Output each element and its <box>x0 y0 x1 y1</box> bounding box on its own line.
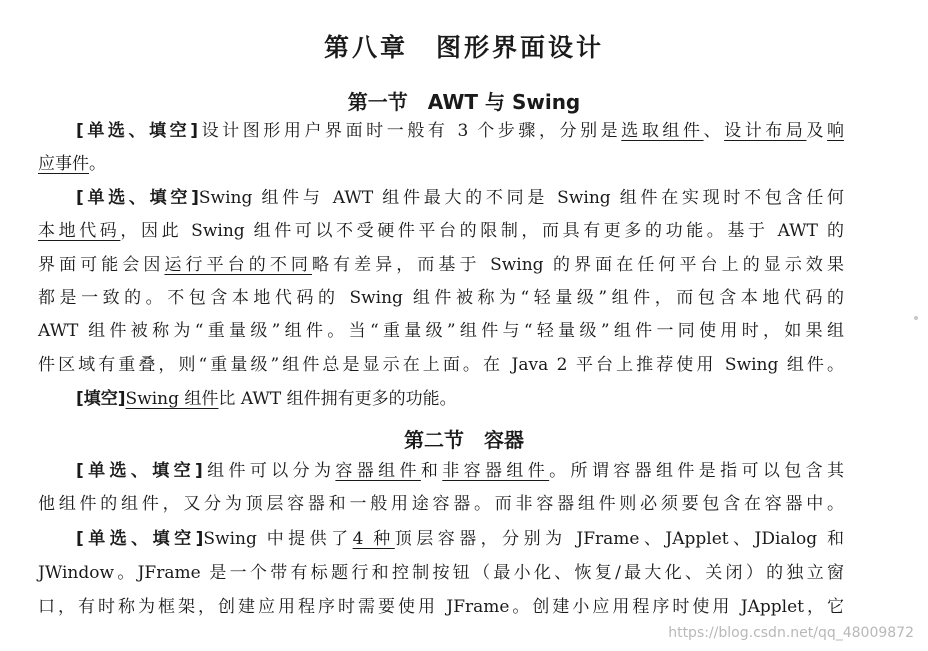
text: 顶层容器，分别为 JFrame、JApplet、JDialog 和 <box>394 529 844 549</box>
keyword-swing-component: Swing 组件 <box>125 389 219 409</box>
text: 和 <box>420 461 443 481</box>
keyword-respond-events-start: 响 <box>827 121 845 141</box>
scan-speck <box>914 316 918 320</box>
text: Swing 组件与 AWT 组件最大的不同是 Swing 组件在实现时不包含任何 <box>198 188 844 208</box>
paragraph-2-line-1 <box>76 185 844 211</box>
text: 略有差异，而基于 Swing 的界面在任何平台上的显示效果 <box>311 255 844 275</box>
keyword-design-layout: 设计布局 <box>724 121 807 141</box>
question-tag: [单选、填空] <box>76 529 204 549</box>
paragraph-2-line-3 <box>38 252 844 278</box>
text: 界面可能会因 <box>38 255 165 275</box>
paragraph-4-line-1 <box>76 458 844 484</box>
text: 。 <box>89 154 106 174</box>
text: ，因此 Swing 组件可以不受硬件平台的限制，而具有更多的功能。基于 AWT 的 <box>120 221 844 241</box>
question-tag: [单选、填空] <box>76 461 203 481</box>
paragraph-5-line-1 <box>76 526 844 552</box>
keyword-native-code: 本地代码 <box>38 221 121 241</box>
text: 及 <box>806 121 828 141</box>
keyword-respond-events-end: 应事件 <box>38 154 89 174</box>
text: Swing 中提供了 <box>203 529 353 549</box>
keyword-four-kinds: 4 种 <box>352 529 395 549</box>
paragraph-2-line-5: AWT 组件被称为“重量级”组件。当“重量级”组件与“轻量级”组件一同使用时，如果组 <box>38 321 844 341</box>
question-tag: [填空] <box>76 389 126 409</box>
question-tag: [单选、填空] <box>76 188 199 208</box>
watermark-url: https://blog.csdn.net/qq_48009872 <box>668 625 914 641</box>
paragraph-3-line-1 <box>76 386 844 412</box>
text: 。所谓容器组件是指可以包含其 <box>549 461 845 481</box>
paragraph-5-line-3: 口，有时称为框架，创建应用程序时需要使用 JFrame。创建小应用程序时使用 JApplet，它 <box>38 597 844 617</box>
paragraph-5-line-2: JWindow。JFrame 是一个带有标题行和控制按钮（最小化、恢复/最大化、关闭）的独立窗 <box>38 563 844 583</box>
question-tag: [单选、填空] <box>76 121 198 141</box>
section-title-containers: 第二节 容器 <box>404 428 524 452</box>
keyword-container-component: 容器组件 <box>335 461 421 481</box>
section-title-awt-swing: 第一节 AWT 与 Swing <box>347 90 581 114</box>
text: 组件可以分为 <box>202 461 336 481</box>
keyword-select-components: 选取组件 <box>621 121 704 141</box>
chapter-title: 第八章 图形界面设计 <box>323 33 604 62</box>
paragraph-2-line-2 <box>38 218 844 244</box>
keyword-platform-difference: 运行平台的不同 <box>164 255 312 275</box>
paragraph-1-line-1 <box>76 118 844 144</box>
paragraph-2-line-4: 都是一致的。不包含本地代码的 Swing 组件被称为“轻量级”组件，而包含本地代码的 <box>38 288 844 308</box>
text: 、 <box>703 121 725 141</box>
paragraph-4-line-2: 他组件的组件，又分为顶层容器和一般用途容器。而非容器组件则必须要包含在容器中。 <box>38 494 844 514</box>
paragraph-2-line-6: 件区域有重叠，则“重量级”组件总是显示在上面。在 Java 2 平台上推荐使用 Swing 组件。 <box>38 355 844 375</box>
text: 比 AWT 组件拥有更多的功能。 <box>218 389 457 409</box>
keyword-non-container-component: 非容器组件 <box>442 461 550 481</box>
paragraph-1-line-2 <box>38 151 844 177</box>
text: 设计图形用户界面时一般有 3 个步骤，分别是 <box>198 121 622 141</box>
